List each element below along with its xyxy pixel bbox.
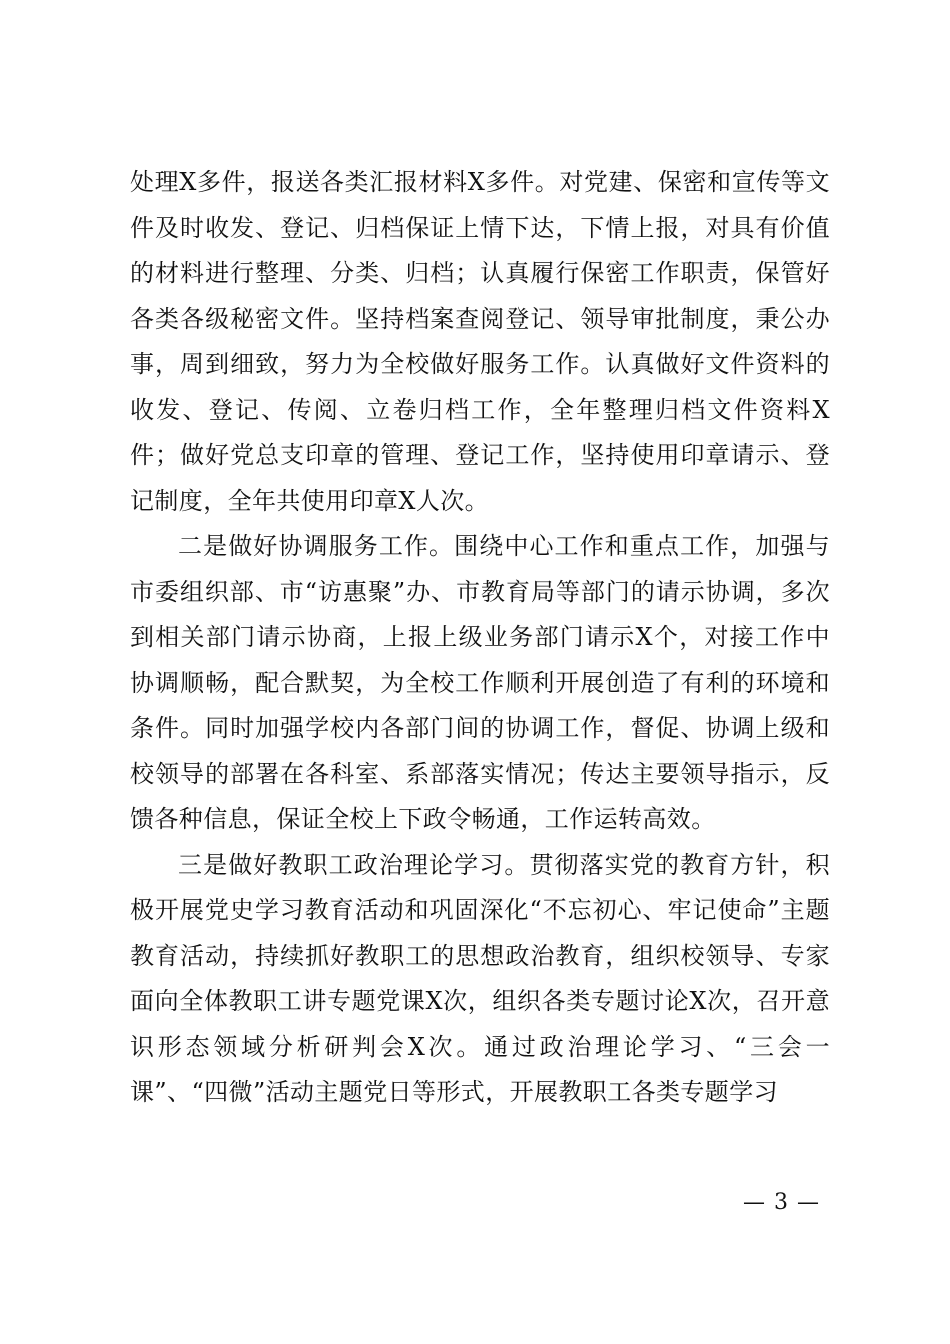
- paragraph-coordination-service: 二是做好协调服务工作。围绕中心工作和重点工作，加强与市委组织部、市“访惠聚”办、市教育局等部门的请示协调，多次到相关部门请示协商，上报上级业务部门请示X个，对接工作中协调顺畅，配合默契，为全校工作顺利开展创造了有利的环境和条件。同时加强学校内各部门间的协调工作，督促、协调上级和校领导的部署在各科室、系部落实情况；传达主要领导指示，反馈各种信息，保证全校上下政令畅通，工作运转高效。: [130, 532, 830, 833]
- body-text: [130, 160, 830, 1116]
- page-number: — 3 —: [743, 1190, 820, 1215]
- paragraph-political-study: 三是做好教职工政治理论学习。贯彻落实党的教育方针，积极开展党史学习教育活动和巩固深化“不忘初心、牢记使命”主题教育活动，持续抓好教职工的思想政治教育，组织校领导、专家面向全体教职工讲专题党课X次，组织各类专题讨论X次，召开意识形态领域分析研判会X次。通过政治理论学习、“三会一课”、“四微”活动主题党日等形式，开展教职工各类专题学习: [130, 850, 830, 1106]
- paragraph-continuation: 处理X多件，报送各类汇报材料X多件。对党建、保密和宣传等文件及时收发、登记、归档保证上情下达，下情上报，对具有价值的材料进行整理、分类、归档；认真履行保密工作职责，保管好各类各级秘密文件。坚持档案查阅登记、领导审批制度，秉公办事，周到细致，努力为全校做好服务工作。认真做好文件资料的收发、登记、传阅、立卷归档工作，全年整理归档文件资料X件；做好党总支印章的管理、登记工作，坚持使用印章请示、登记制度，全年共使用印章X人次。: [130, 168, 830, 515]
